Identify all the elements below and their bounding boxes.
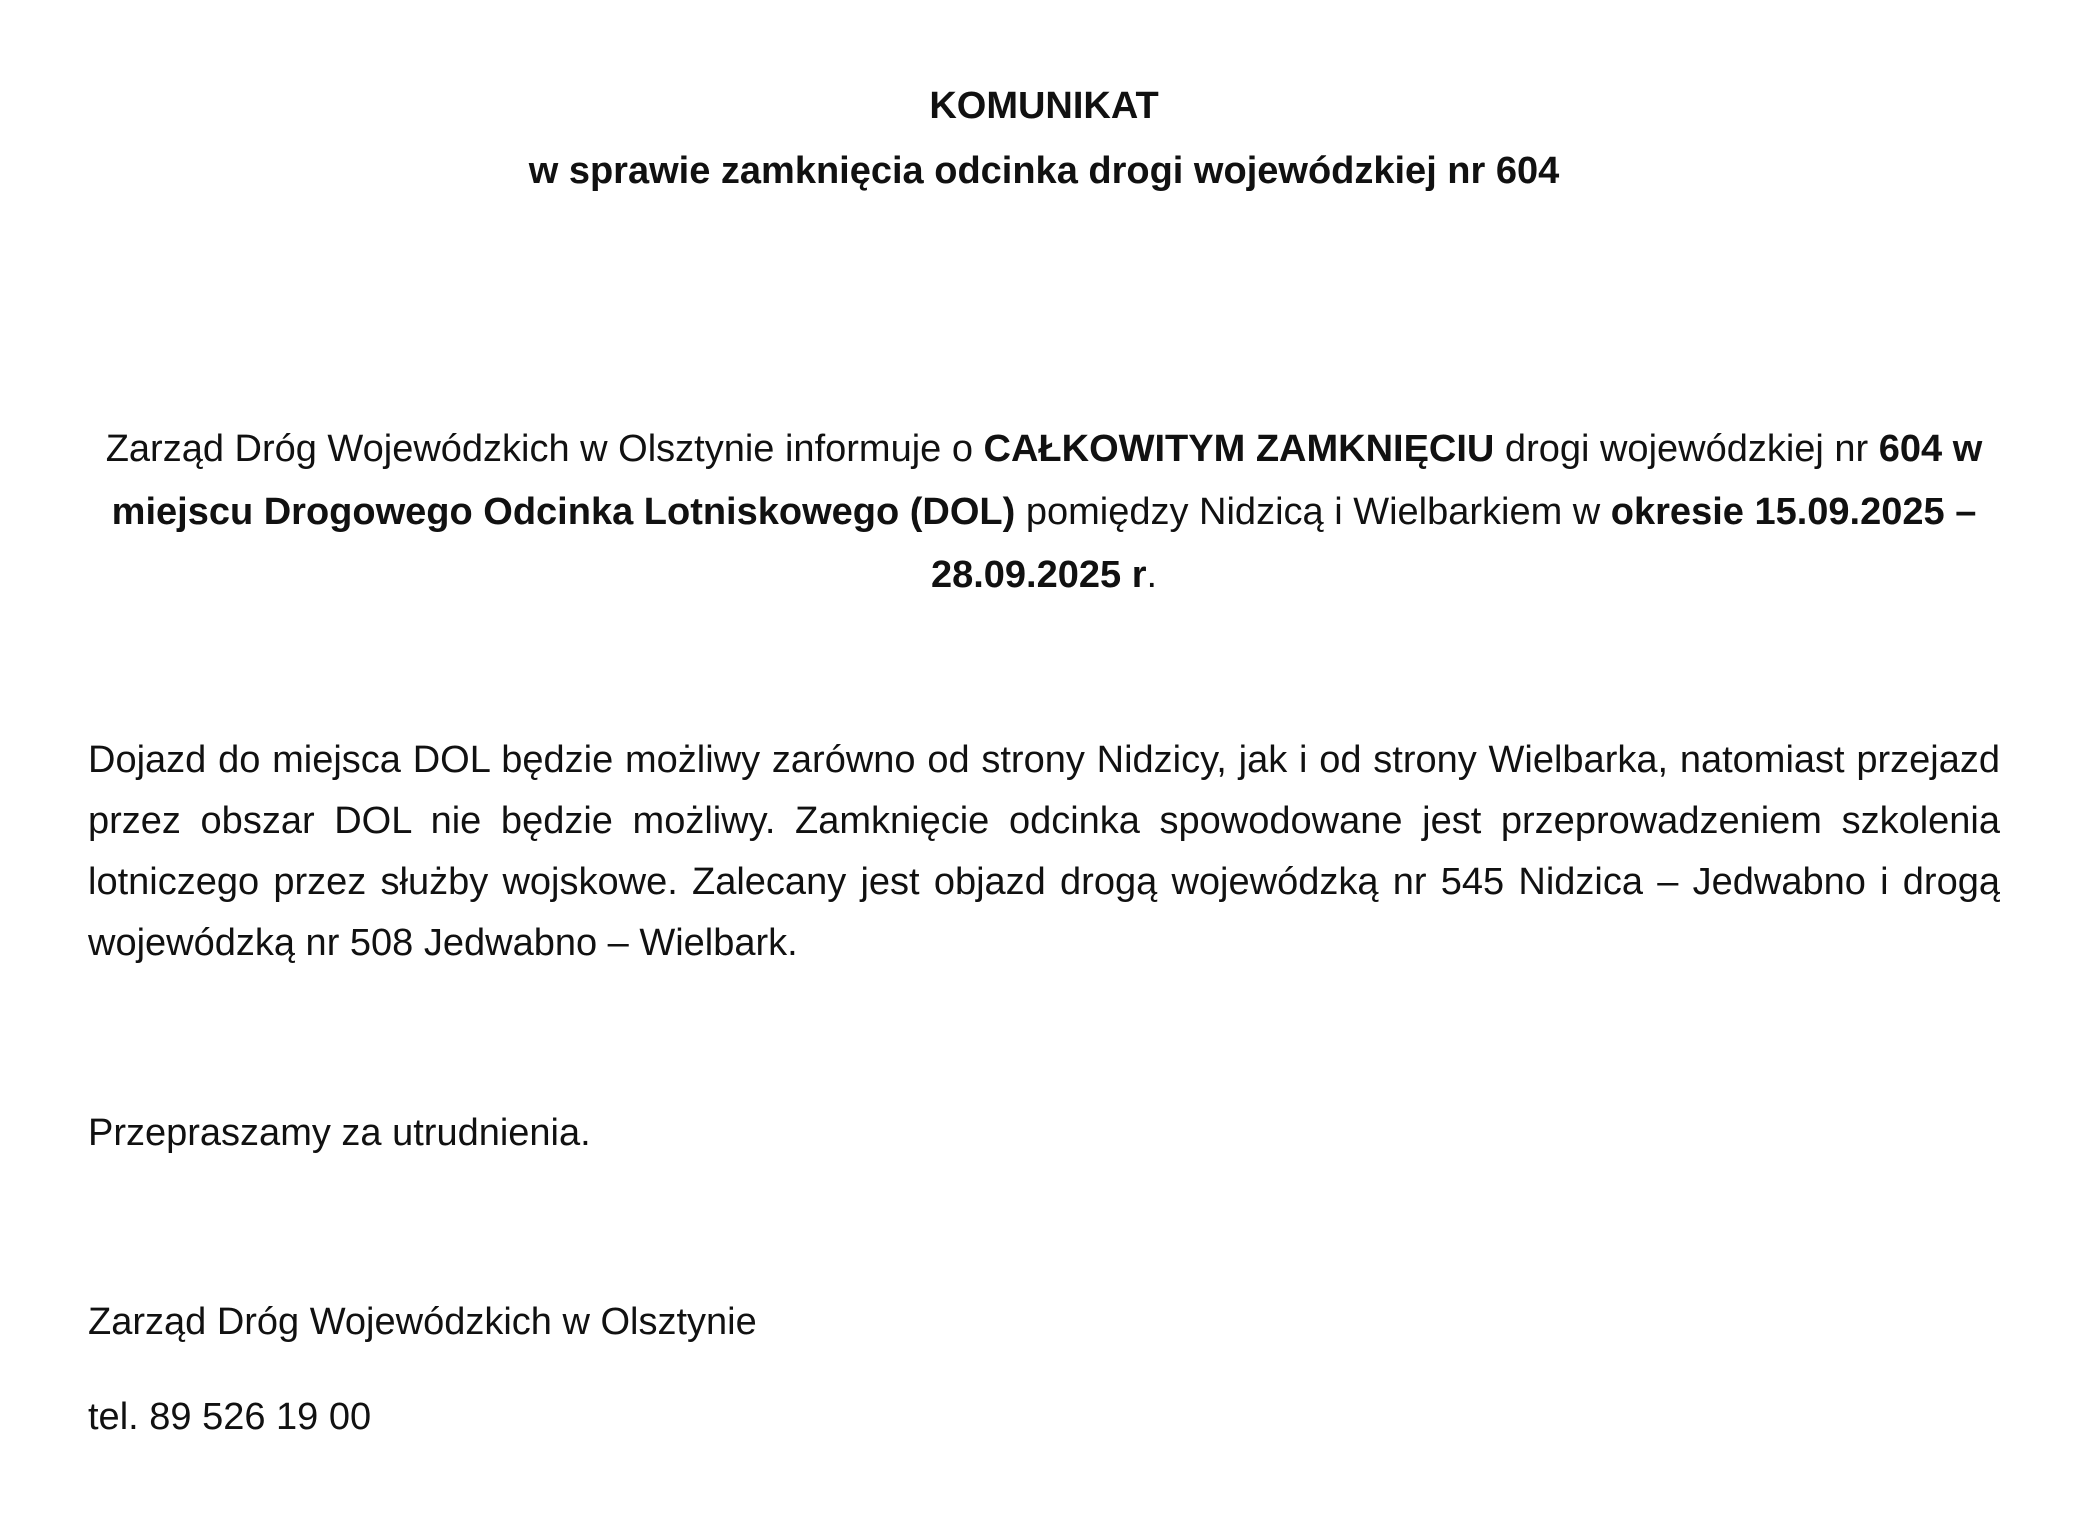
apology-text: Przepraszamy za utrudnienia. (88, 1112, 591, 1154)
signature-phone: tel. 89 526 19 00 (88, 1396, 372, 1438)
closure-emphasis: CAŁKOWITYM ZAMKNIĘCIU (983, 428, 1495, 470)
signature-organization: Zarząd Dróg Wojewódzkich w Olsztynie (88, 1301, 757, 1343)
announcement-text-2: drogi wojewódzkiej nr (1494, 428, 1879, 470)
announcement-text-4: . (1146, 554, 1158, 596)
date-range-emphasis: okresie 15.09.2025 – 28.09.2025 r (930, 491, 1977, 596)
announcement-text-3: pomiędzy Nidzicą i Wielbarkiem w (1015, 491, 1611, 533)
announcement-text-1: Zarząd Dróg Wojewódzkich w Olsztynie informuje o (105, 428, 984, 470)
announcement-paragraph (90, 418, 1998, 607)
document-subtitle: w sprawie zamknięcia odcinka drogi wojewódzkiej nr 604 (528, 150, 1560, 192)
detour-paragraph: Dojazd do miejsca DOL będzie możliwy zarówno od strony Nidzicy, jak i od strony Wielbarka, natomiast przejazd przez obszar DOL nie będzie możliwy. Zamknięcie odcinka spowodowane jest przeprowadzeniem szkolenia lotniczego przez służby wojskowe. Zalecany jest objazd drogą wojewódzką nr 545 Nidzica – Jedwabno i drogą wojewódzką nr 508 Jedwabno – Wielbark. (88, 739, 2000, 964)
road-location-emphasis: 604 w miejscu Drogowego Odcinka Lotniskowego (DOL) (111, 428, 1983, 533)
document-title: KOMUNIKAT (929, 85, 1159, 127)
header (0, 74, 2088, 204)
